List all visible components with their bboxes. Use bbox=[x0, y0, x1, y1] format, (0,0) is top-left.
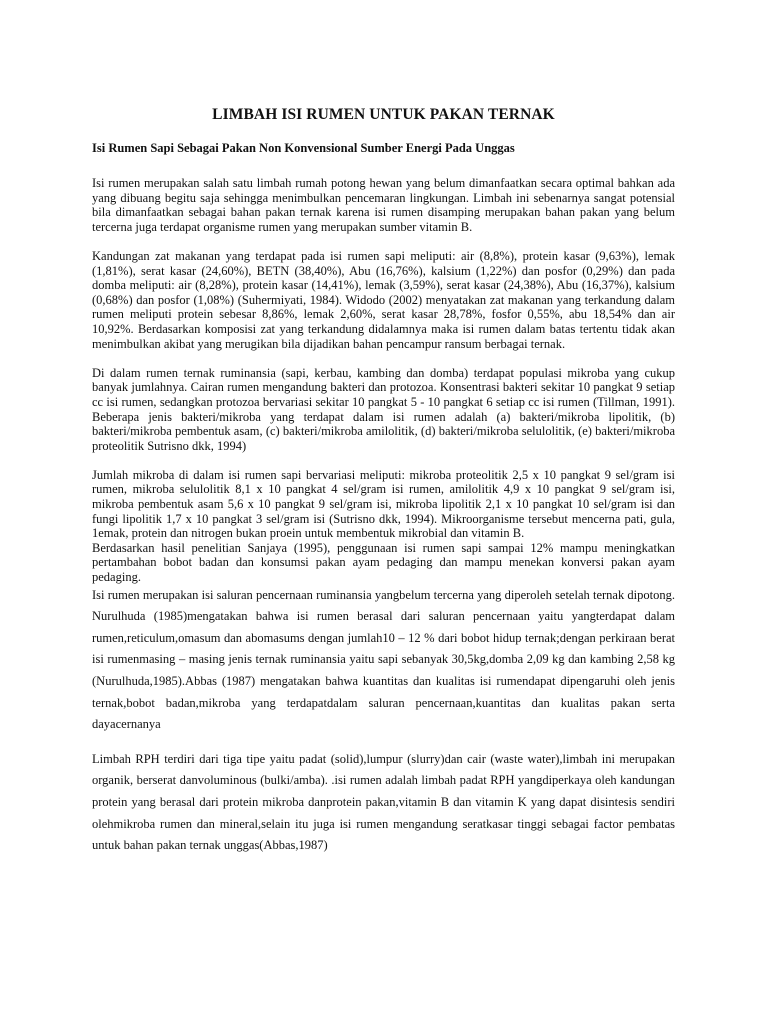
paragraph-4: Jumlah mikroba di dalam isi rumen sapi bervariasi meliputi: mikroba proteolitik 2,5 x 10 pangkat 9 sel/gram isi rumen, mikroba selulolitik 8,1 x 10 pangkat 4 sel/gram isi rumen, amilolitik 4,9 x 10 pangkat 9 sel/gram isi, mikroba pembentuk asam 5,6 x 10 pangkat 9 sel/gram isi, mikroba lipolitik 2,1 x 10 pangkat 10 sel/gram isi dan fungi lipolitik 1,7 x 10 pangkat 3 sel/gram isi (Sutrisno dkk, 1994). Mikroorganisme tersebut mencerna pati, gula, 1emak, protein dan nitrogen bukan proein untuk membentuk mikrobial dan vitamin B. bbox=[92, 467, 675, 541]
document-body bbox=[92, 106, 675, 870]
paragraph-1: Isi rumen merupakan salah satu limbah rumah potong hewan yang belum dimanfaatkan secara optimal bahkan ada yang dibuang begitu saja sehingga menimbulkan pencemaran lingkungan. Limbah ini sebenarnya sangat potensial bila dimanfaatkan sebagai bahan pakan ternak karena isi rumen disamping merupakan bahan pakan yang belum tercerna juga terdapat organisme rumen yang merupakan sumber vitamin B. bbox=[92, 176, 675, 234]
paragraph-2: Kandungan zat makanan yang terdapat pada isi rumen sapi meliputi: air (8,8%), protein kasar (9,63%), lemak (1,81%), serat kasar (24,60%), BETN (38,40%), Abu (16,76%), kalsium (1,22%) dan posfor (0,29%) dan pada domba meliputi: air (8,28%), protein kasar (14,41%), lemak (3,59%), serat kasar (24,38%), Abu (16,37%), kalsium (0,68%) dan posfor (1,08%) (Suhermiyati, 1984). Widodo (2002) menyatakan zat makanan yang terkandung dalam rumen meliputi protein sebesar 8,86%, lemak 2,60%, serat kasar 28,78%, fosfor 0,55%, abu 18,54% dan air 10,92%. Berdasarkan komposisi zat yang terkandung didalamnya maka isi rumen dalam batas tertentu tidak akan menimbulkan akibat yang merugikan bila dijadikan bahan pencampur ransum berbagai ternak. bbox=[92, 248, 675, 351]
paragraph-3: Di dalam rumen ternak ruminansia (sapi, kerbau, kambing dan domba) terdapat populasi mikroba yang cukup banyak jumlahnya. Cairan rumen mengandung bakteri dan protozoa. Konsentrasi bakteri sekitar 10 pangkat 9 setiap cc isi rumen, sedangkan protozoa bervariasi sekitar 10 pangkat 5 - 10 pangkat 6 setiap cc isi rumen (Tillman, 1991). Beberapa jenis bakteri/mikroba yang terdapat dalam isi rumen adalah (a) bakteri/mikroba lipolitik, (b) bakteri/mikroba pembentuk asam, (c) bakteri/mikroba amilolitik, (d) bakteri/mikroba selulolitik, (e) bakteri/mikroba proteolitik Sutrisno dkk, 1994) bbox=[92, 365, 675, 453]
paragraph-7: Limbah RPH terdiri dari tiga tipe yaitu padat (solid),lumpur (slurry)dan cair (waste water),limbah ini merupakan organik, berserat danvoluminous (bulki/amba). .isi rumen adalah limbah padat RPH yangdiperkaya oleh kandungan protein yang berasal dari protein mikroba danprotein pakan,vitamin B dan vitamin K yang dapat disintesis sendiri olehmikroba rumen dan mineral,selain itu juga isi rumen mengandung seratkasar tinggi sebagai factor pembatas untuk bahan pakan ternak unggas(Abbas,1987) bbox=[92, 751, 675, 853]
document-title: LIMBAH ISI RUMEN UNTUK PAKAN TERNAK bbox=[212, 106, 555, 123]
paragraph-6: Isi rumen merupakan isi saluran pencernaan ruminansia yangbelum tercerna yang diperoleh setelah ternak dipotong. Nurulhuda (1985)mengatakan bahwa isi rumen berasal dari saluran pencernaan yaitu yangterdapat dalam rumen,reticulum,omasum dan abomasums dengan jumlah10 – 12 % dari bobot hidup ternak;dengan perkiraan berat isi rumenmasing – masing jenis ternak ruminansia yaitu sapi sebanyak 30,5kg,domba 2,09 kg dan kambing 2,58 kg (Nurulhuda,1985).Abbas (1987) mengatakan bahwa kuantitas dan kualitas isi rumendapat dipengaruhi oleh jenis ternak,bobot badan,mikroba yang terdapatdalam saluran pencernaan,kuantitas dan kualitas pakan serta dayacernanya bbox=[92, 587, 675, 732]
document-subtitle: Isi Rumen Sapi Sebagai Pakan Non Konvensional Sumber Energi Pada Unggas bbox=[92, 141, 515, 155]
paragraph-5: Berdasarkan hasil penelitian Sanjaya (1995), penggunaan isi rumen sapi sampai 12% mampu meningkatkan pertambahan bobot badan dan konsumsi pakan ayam pedaging dan mampu menekan konversi pakan ayam pedaging. bbox=[92, 540, 675, 585]
